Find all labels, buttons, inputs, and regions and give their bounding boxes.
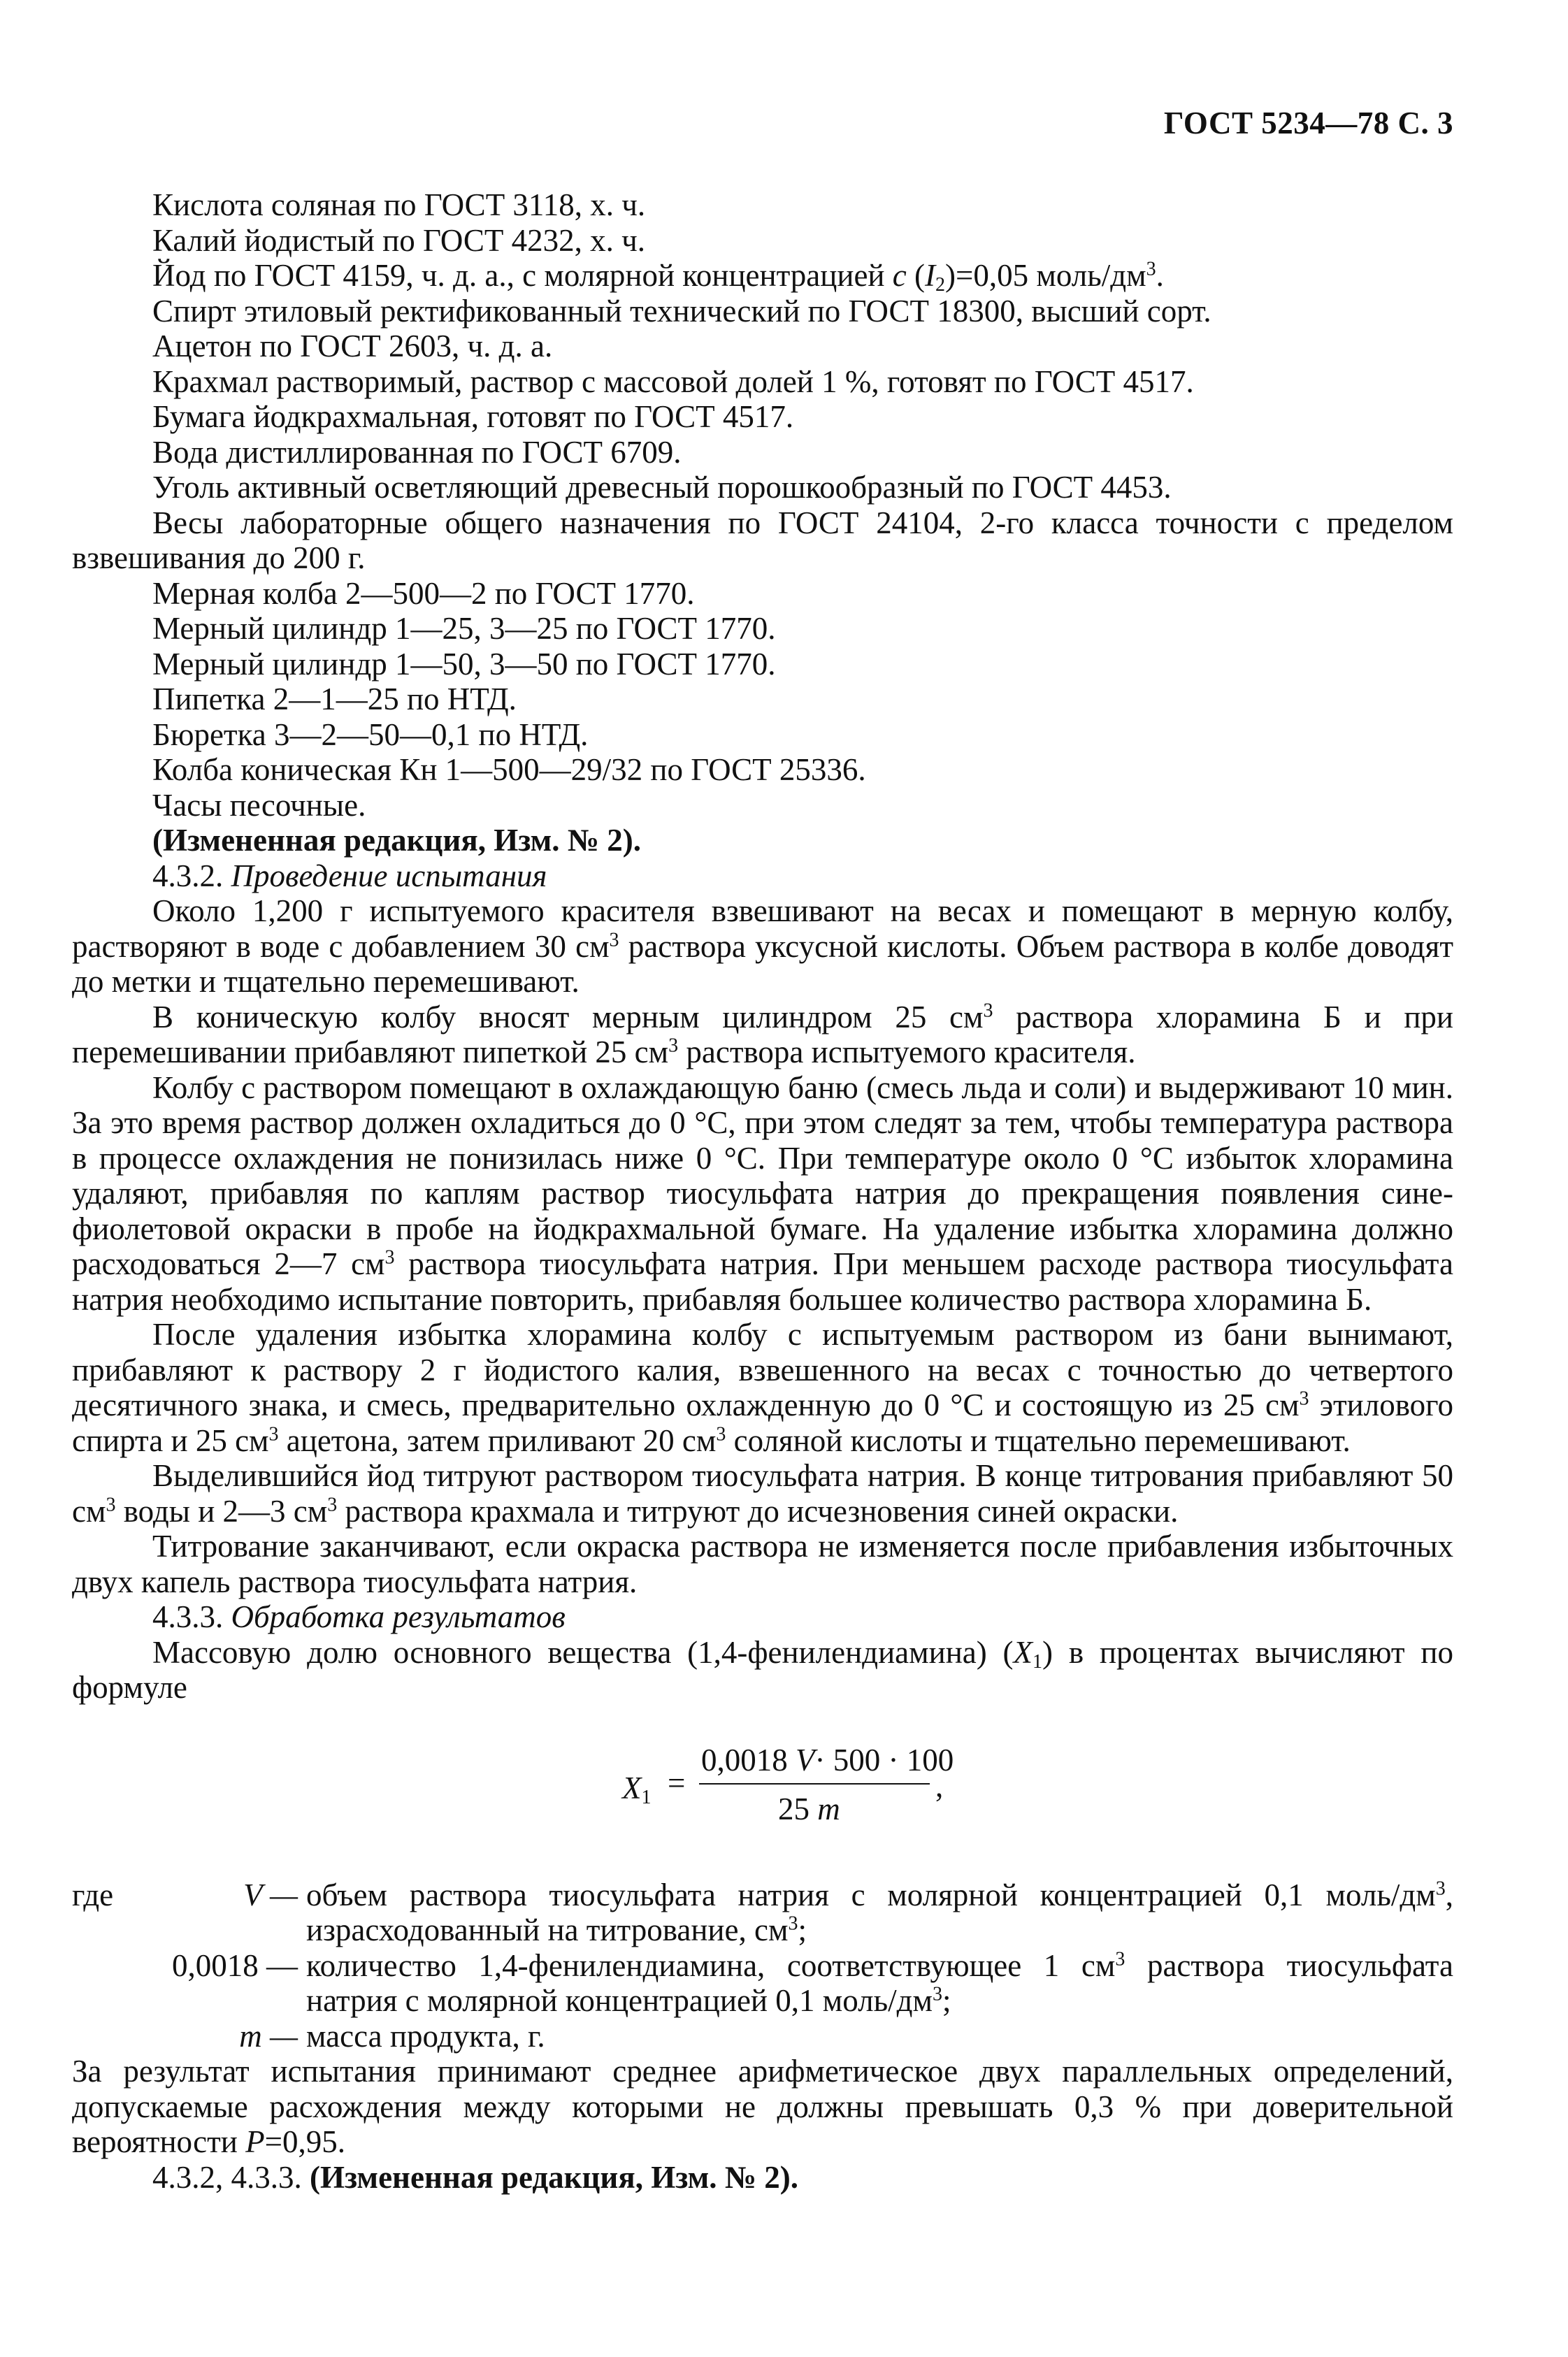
equipment-item: Колба коническая Кн 1—500—29/32 по ГОСТ 25336.: [152, 752, 866, 787]
reagent-item-iodine: Йод по ГОСТ 4159, ч. д. а., с молярной концентрацией c $(I_2)=0,05$ моль/$дм^3$.: [152, 258, 1164, 296]
change-note-final: 4.3.2, 4.3.3. (Измененная редакция, Изм. № 2).: [152, 2159, 799, 2195]
reagent-item: Крахмал растворимый, раствор с массовой долей 1 %, готовят по ГОСТ 4517.: [152, 363, 1194, 399]
reagent-item: Спирт этиловый ректификованный технический по ГОСТ 18300, высший сорт.: [152, 293, 1211, 329]
paragraph: В коническую колбу вносят мерным цилиндром 25 $см^3$ раствора хлорамина Б и при перемешивании прибавляют пипеткой 25 $см^3$ раствора испытуемого красителя.: [72, 999, 1453, 1069]
definition-text: масса продукта, г.: [306, 2018, 545, 2054]
definition-text: количество 1,4-фенилендиамина, соответствующее 1 $см^3$ раствора тиосульфата натрия с молярной концентрацией 0,1 моль/$дм^3$;: [306, 1947, 1453, 2018]
reagent-item: Уголь активный осветляющий древесный порошкообразный по ГОСТ 4453.: [152, 470, 1172, 505]
definition-label: 0,0018 —: [172, 1947, 298, 1983]
section-heading-4-3-3: 4.3.3. Обработка результатов: [152, 1599, 566, 1634]
equipment-item: Весы лабораторные общего назначения по ГОСТ 24104, 2-го класса точности с пределом взвешивания до 200 г.: [72, 505, 1453, 575]
reagent-item: Калий йодистый по ГОСТ 4232, х. ч.: [152, 222, 646, 258]
equipment-item: Мерный цилиндр 1—25, 3—25 по ГОСТ 1770.: [152, 611, 776, 646]
equipment-item: Мерный цилиндр 1—50, 3—50 по ГОСТ 1770.: [152, 646, 776, 682]
paragraph: Массовую долю основного вещества (1,4-фенилендиамина) $(X_1)$ в процентах вычисляют по формуле: [72, 1634, 1453, 1705]
definition-text: объем раствора тиосульфата натрия с молярной концентрацией 0,1 моль/$дм^3$, израсходованный на титрование, $см^3$;: [306, 1877, 1453, 1947]
reagent-item: Бумага йодкрахмальная, готовят по ГОСТ 4517.: [152, 399, 794, 434]
formula-denominator: 25 m: [778, 1791, 840, 1826]
reagent-item: Вода дистиллированная по ГОСТ 6709.: [152, 434, 682, 470]
equipment-item: Пипетка 2—1—25 по НТД.: [152, 682, 517, 716]
fraction-bar: [699, 1783, 930, 1785]
formula-lhs: $X_1$: [622, 1770, 652, 1808]
paragraph: Титрование заканчивают, если окраска раствора не изменяется после прибавления избыточных двух капель раствора тиосульфата натрия.: [72, 1529, 1453, 1599]
paragraph: После удаления избытка хлорамина колбу с испытуемым раствором из бани вынимают, прибавляют к раствору 2 г йодистого калия, взвешенного на весах с точностью до четвертого десятичного знака, и смесь, предварительно охлажденную до 0 °С и состоящую из 25 $см^3$ этилового спирта и 25 $см^3$ ацетона, затем приливают 20 $см^3$ соляной кислоты и тщательно перемешивают.: [72, 1317, 1453, 1458]
equipment-item: Часы песочные.: [152, 787, 366, 823]
formula-comma: ,: [935, 1768, 944, 1803]
change-note: (Измененная редакция, Изм. № 2).: [152, 823, 642, 858]
paragraph: Колбу с раствором помещают в охлаждающую баню (смесь льда и соли) и выдерживают 10 мин. За это время раствор должен охладиться до 0 °С, при этом следят за тем, чтобы температура раствора в процессе охлаждения не понизилась ниже 0 °С. При температуре около 0 °С избыток хлорамина удаляют, прибавляя по каплям раствор тиосульфата натрия до прекращения появления сине-фиолетовой окраски в пробе на йодкрахмальной бумаге. На удаление избытка хлорамина должно расходоваться 2—7 $см^3$ раствора тиосульфата натрия. При меньшем расходе раствора тиосульфата натрия необходимо испытание повторить, прибавляя большее количество раствора хлорамина Б.: [72, 1069, 1453, 1317]
equipment-item: Мерная колба 2—500—2 по ГОСТ 1770.: [152, 575, 695, 611]
paragraph: За результат испытания принимают среднее арифметическое двух параллельных определений, допускаемые расхождения между которыми не должны превышать 0,3 % при доверительной вероятности P=0,95.: [72, 2054, 1453, 2159]
reagent-item: Кислота соляная по ГОСТ 3118, х. ч.: [152, 187, 646, 222]
formula-block: [72, 1732, 1453, 1865]
definition-label: где V —: [72, 1877, 298, 1912]
formula: [561, 1732, 1051, 1865]
formula-numerator: 0,0018 V· 500 · 100: [701, 1742, 954, 1778]
reagent-item: Ацетон по ГОСТ 2603, ч. д. а.: [152, 329, 553, 363]
equipment-item: Бюретка 3—2—50—0,1 по НТД.: [152, 716, 589, 752]
section-heading-4-3-2: 4.3.2. Проведение испытания: [152, 858, 547, 893]
paragraph: Выделившийся йод титруют раствором тиосульфата натрия. В конце титрования прибавляют 50 $см^3$ воды и 2—3 $см^3$ раствора крахмала и титруют до исчезновения синей окраски.: [72, 1458, 1453, 1529]
definition-label: m —: [239, 2018, 298, 2054]
page-header: ГОСТ 5234—78 С. 3: [1163, 106, 1453, 140]
variable-definitions: [72, 1877, 1453, 2054]
paragraph: Около 1,200 г испытуемого красителя взвешивают на весах и помещают в мерную колбу, растворяют в воде с добавлением 30 $см^3$ раствора уксусной кислоты. Объем раствора в колбе доводят до метки и тщательно перемешивают.: [72, 893, 1453, 999]
formula-equals: =: [668, 1765, 686, 1801]
document-body: [72, 187, 1453, 2195]
